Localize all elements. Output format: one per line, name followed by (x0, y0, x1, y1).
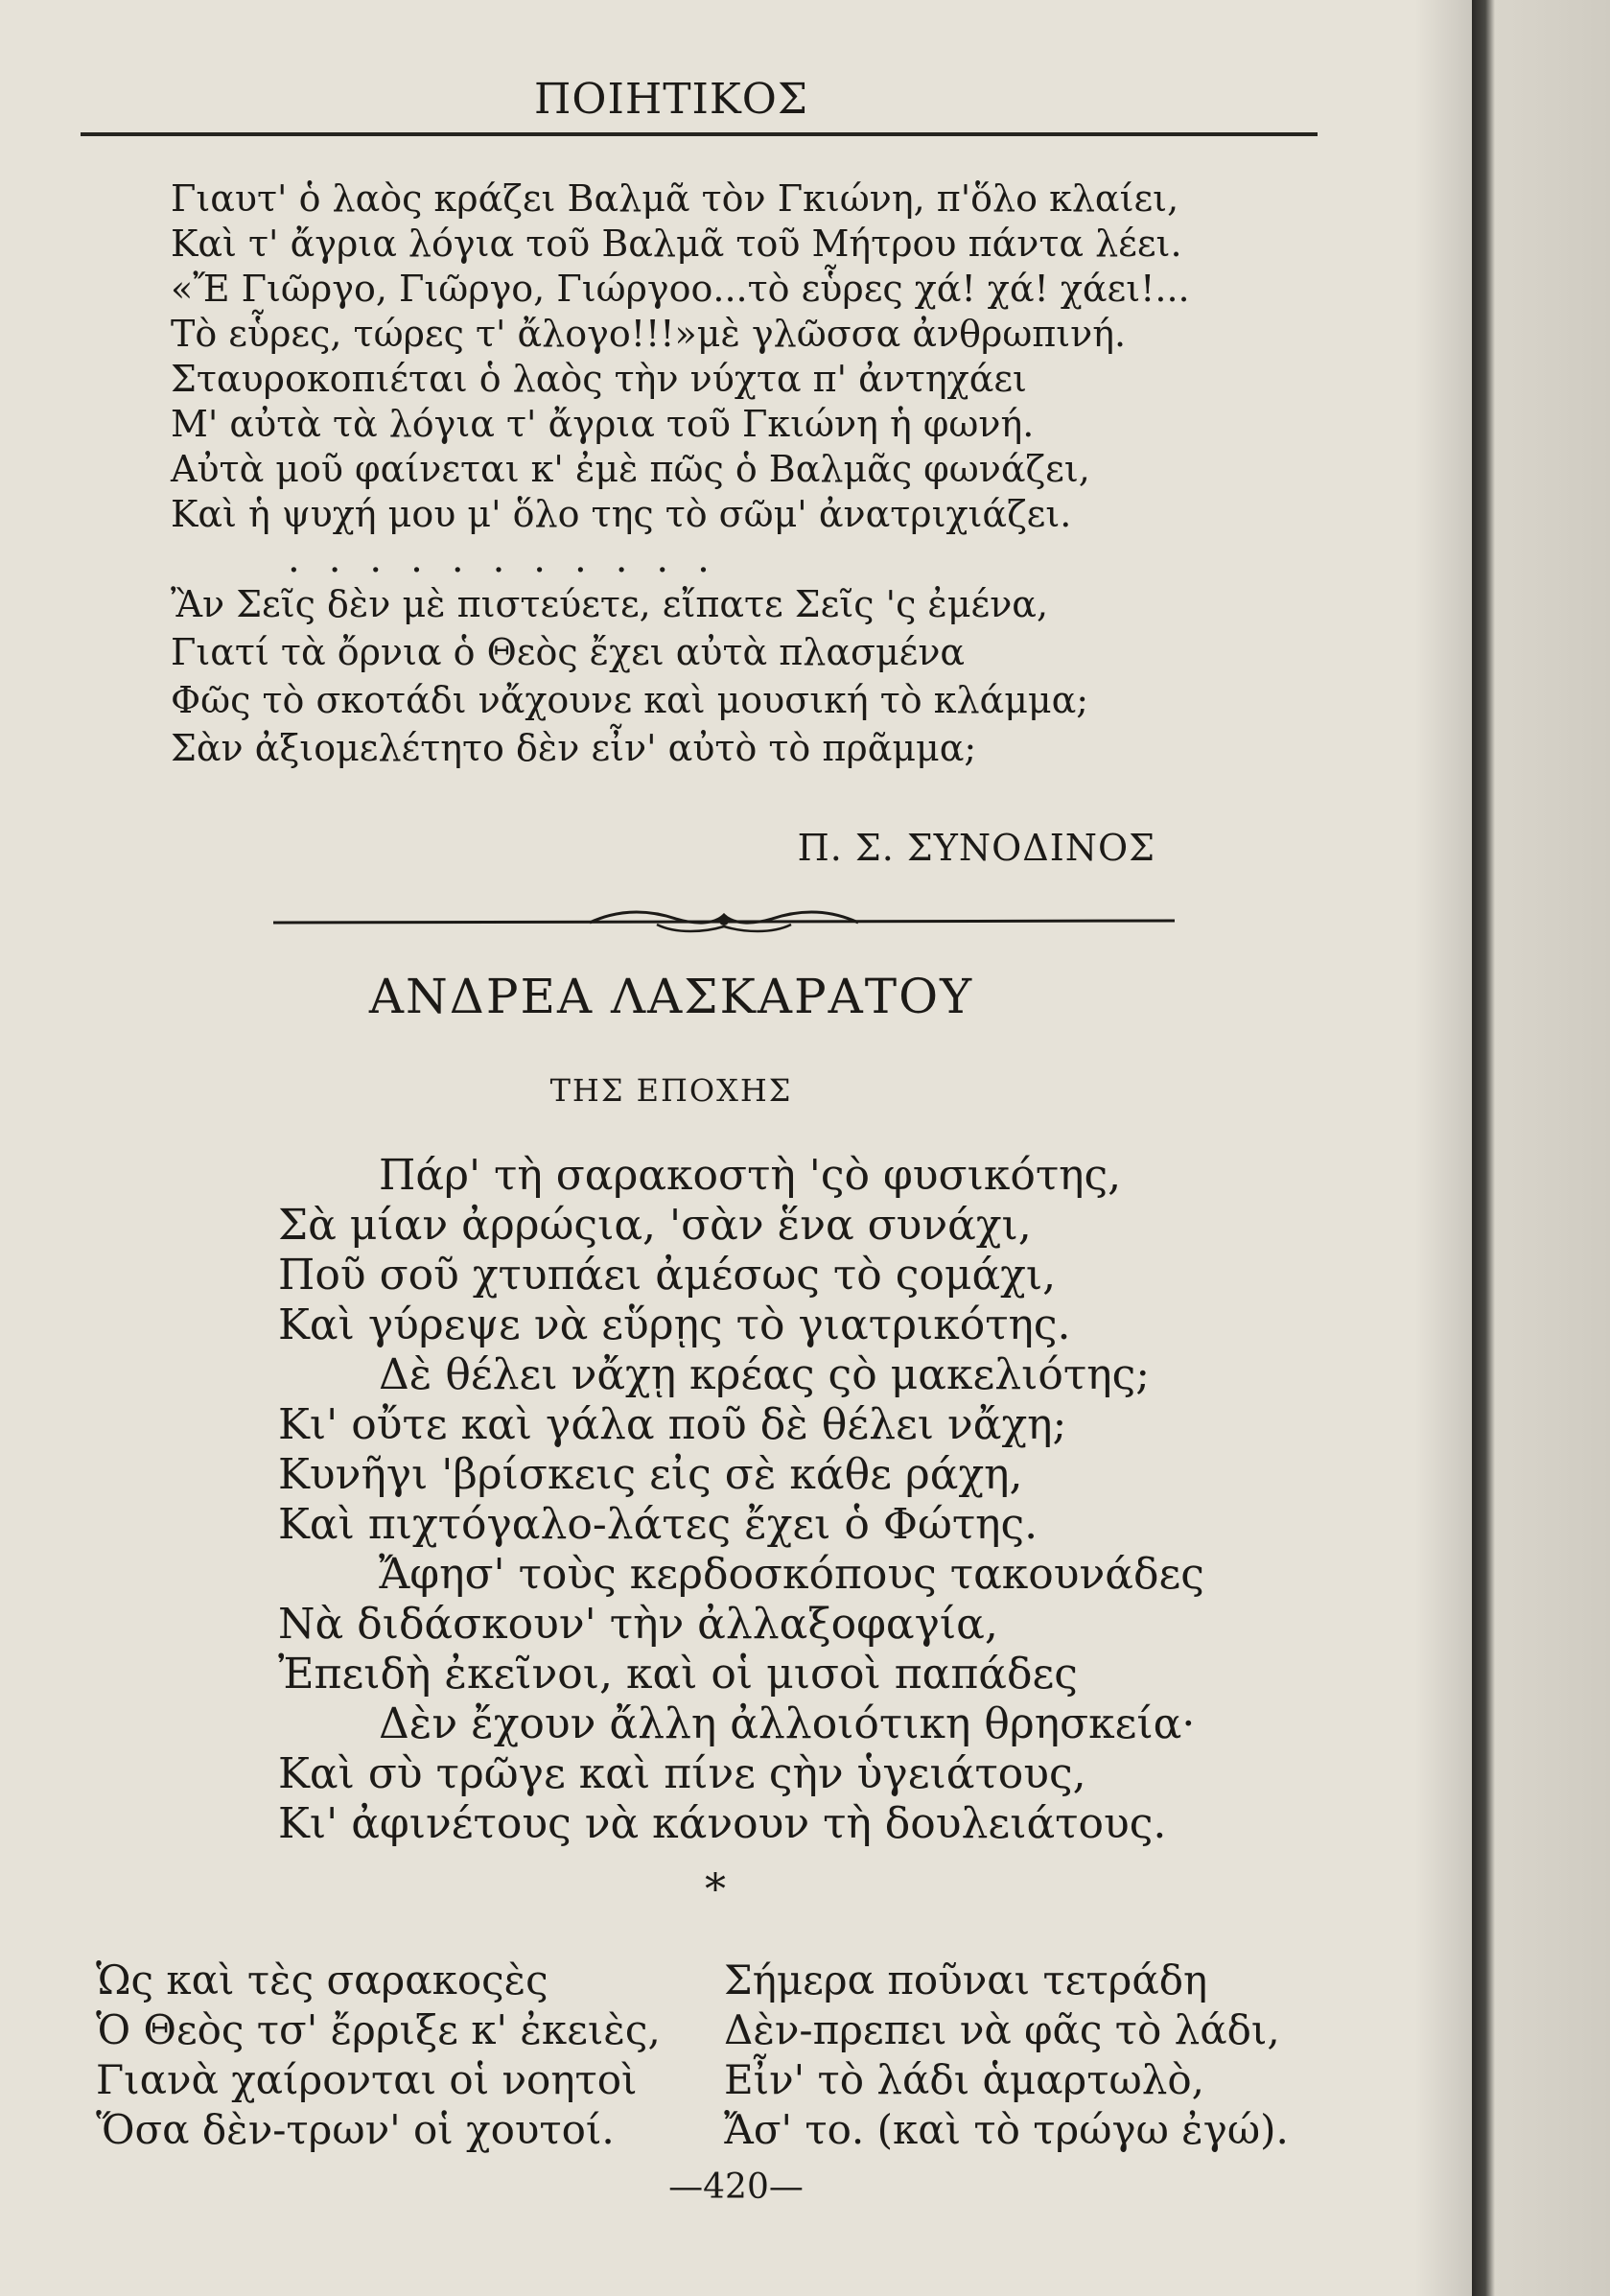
verse-line: Κυνῆγι 'βρίσκεις εἰς σὲ κάθε ράχη, (278, 1450, 1023, 1499)
verse-line: «Ἔ Γιῶργο, Γιῶργο, Γιώργοο...τὸ εὗρες χά! χά! χάει!... (171, 268, 1190, 310)
verse-line: Τὸ εὗρες, τώρες τ' ἄλογο!!!»μὲ γλῶσσα ἀνθρωπινή. (171, 313, 1127, 355)
verse-line: Νὰ διδάσκουν' τὴν ἀλλαξοφαγία, (278, 1600, 998, 1649)
facing-page-edge (1472, 0, 1610, 2296)
verse-line: Ἄσ' το. (καὶ τὸ τρώγω ἐγώ). (724, 2106, 1289, 2153)
verse-line: Σὰν ἀξιομελέτητο δὲν εἶν' αὐτὸ τὸ πρᾶμμα; (171, 727, 977, 769)
verse-line: Δὲν ἔχουν ἄλλη ἀλλοιότικη θρησκεία· (379, 1699, 1196, 1748)
verse-line: Κι' οὔτε καὶ γάλα ποῦ δὲ θέλει νἄχη; (278, 1400, 1067, 1449)
verse-line: Ἄφησ' τοὺς κερδοσκόπους τακουνάδες (379, 1550, 1204, 1599)
verse-line: Γιαυτ' ὁ λαὸς κράζει Βαλμᾶ τὸν Γκιώνη, π'ὅλο κλαίει, (171, 177, 1179, 220)
verse-line: Καὶ πιχτόγαλο-λάτες ἔχει ὁ Φώτης. (278, 1500, 1038, 1549)
verse-line: Ὡς καὶ τὲς σαρακοςὲς (96, 1956, 548, 2003)
verse-line: Πάρ' τὴ σαρακοστὴ 'ςὸ φυσικότης, (379, 1151, 1122, 1200)
verse-line: Ὁ Θεὸς τσ' ἔρριξε κ' ἐκειὲς, (96, 2006, 661, 2053)
verse-line: Σταυροκοπιέται ὁ λαὸς τὴν νύχτα π' ἀντηχάει (171, 358, 1027, 400)
verse-line: Δὲ θέλει νἄχῃ κρέας ςὸ μακελιότης; (379, 1350, 1151, 1399)
verse-line: Αὐτὰ μοῦ φαίνεται κ' ἐμὲ πῶς ὁ Βαλμᾶς φωνάζει, (171, 448, 1090, 490)
verse-line: Καὶ τ' ἄγρια λόγια τοῦ Βαλμᾶ τοῦ Μήτρου πάντα λέει. (171, 223, 1182, 265)
header-rule (81, 132, 1318, 136)
page-number: —420— (668, 2167, 804, 2207)
ornament-divider (273, 902, 1175, 940)
verse-line: Ποῦ σοῦ χτυπάει ἀμέσως τὸ ςομάχι, (278, 1251, 1057, 1300)
ellipsis-row: ........... (288, 537, 738, 581)
verse-line: Ὅσα δὲν-τρων' οἱ χουτοί. (96, 2106, 615, 2153)
poem-title: ΤΗΣ ΕΠΟΧΗΣ (549, 1072, 793, 1109)
verse-line: Δὲν-πρεπει νὰ φᾶς τὸ λάδι, (724, 2006, 1280, 2053)
verse-line: Γιατί τὰ ὄρνια ὁ Θεὸς ἔχει αὐτὰ πλασμένα (171, 631, 966, 673)
poem-author: ΑΝΔΡΕΑ ΛΑΣΚΑΡΑΤΟΥ (368, 969, 974, 1024)
verse-line: Κι' ἀφινέτους νὰ κάνουν τὴ δουλειάτους. (278, 1799, 1167, 1848)
verse-line: Καὶ γύρεψε νὰ εὕρῃς τὸ γιατρικότης. (278, 1300, 1071, 1349)
verse-line: Μ' αὐτὰ τὰ λόγια τ' ἄγρια τοῦ Γκιώνη ἡ φωνή. (171, 403, 1035, 445)
verse-line: Ἂν Σεῖς δὲν μὲ πιστεύετε, εἴπατε Σεῖς 'ς ἐμένα, (171, 583, 1049, 625)
verse-line: Φῶς τὸ σκοτάδι νἄχουνε καὶ μουσική τὸ κλάμμα; (171, 679, 1089, 721)
signature: Π. Σ. ΣΥΝΟΔΙΝΟΣ (797, 827, 1155, 869)
verse-line: Εἶν' τὸ λάδι ἁμαρτωλὸ, (724, 2056, 1204, 2103)
verse-line: Γιανὰ χαίρονται οἱ νοητοὶ (96, 2056, 638, 2103)
verse-line: Καὶ σὺ τρῶγε καὶ πίνε ςὴν ὑγειάτους, (278, 1749, 1086, 1798)
running-head: ΠΟΙΗΤΙΚΟΣ (534, 75, 808, 124)
verse-line: Σήμερα ποῦναι τετράδη (724, 1956, 1208, 2003)
verse-line: Σὰ μίαν ἀρρώςια, 'σὰν ἕνα συνάχι, (278, 1201, 1032, 1250)
section-separator: * (705, 1865, 726, 1914)
verse-line: Καὶ ἡ ψυχή μου μ' ὅλο της τὸ σῶμ' ἀνατριχιάζει. (171, 493, 1072, 535)
verse-line: Ἐπειδὴ ἐκεῖνοι, καὶ οἱ μισοὶ παπάδες (278, 1650, 1078, 1699)
